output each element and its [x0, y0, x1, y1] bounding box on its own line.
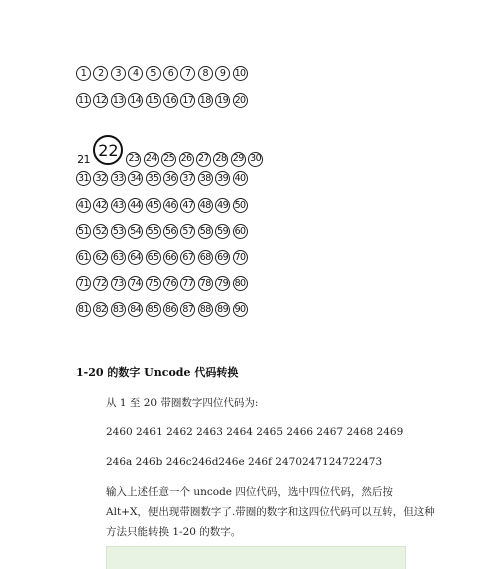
number-row	[76, 250, 250, 265]
circled-number: 18	[198, 93, 213, 108]
circled-number: 50	[233, 198, 248, 213]
number-row	[76, 140, 266, 174]
circled-number: 5	[146, 66, 161, 81]
circled-number: 4	[128, 66, 143, 81]
circled-number: 41	[76, 198, 91, 213]
circled-number: 68	[198, 250, 213, 265]
circled-number: 48	[198, 198, 213, 213]
circled-number: 70	[233, 250, 248, 265]
paragraph-instructions: 输入上述任意一个 uncode 四位代码，选中四位代码，然后按 Alt+X，便出现带圈数字了.带圈的数字和这四位代码可以互转，但这种方法只能转换 1-20 的数字。	[106, 486, 435, 538]
circled-number: 2	[93, 66, 108, 81]
circled-number: 88	[198, 302, 213, 317]
circled-number: 67	[180, 250, 195, 265]
circled-number: 7	[180, 66, 195, 81]
circled-number: 90	[233, 302, 248, 317]
circled-number: 46	[163, 198, 178, 213]
number-row	[76, 198, 250, 213]
circled-number: 59	[215, 224, 230, 239]
circled-number: 83	[111, 302, 126, 317]
circled-number: 45	[146, 198, 161, 213]
circled-number: 12	[93, 93, 108, 108]
number-row	[76, 171, 250, 186]
section-heading: 1-20 的数字 Uncode 代码转换	[76, 366, 239, 379]
circled-number: 31	[76, 171, 91, 186]
paragraph-intro: 从 1 至 20 带圈数字四位代码为:	[106, 397, 259, 409]
circled-number: 77	[180, 276, 195, 291]
circled-number: 23	[126, 152, 141, 167]
circled-number: 36	[163, 171, 178, 186]
circled-number: 78	[198, 276, 213, 291]
circled-number: 61	[76, 250, 91, 265]
circled-number: 49	[215, 198, 230, 213]
circled-number: 84	[128, 302, 143, 317]
circled-number: 60	[233, 224, 248, 239]
circled-number: 14	[128, 93, 143, 108]
circled-number: 79	[215, 276, 230, 291]
circled-number: 66	[163, 250, 178, 265]
paragraph-codes-2: 246a 246b 246c246d246e 246f 2470247124722473	[106, 456, 383, 468]
circled-number: 51	[76, 224, 91, 239]
circled-number: 34	[128, 171, 143, 186]
circled-number: 80	[233, 276, 248, 291]
number-row	[76, 302, 250, 317]
circled-number: 20	[233, 93, 248, 108]
circled-number: 6	[163, 66, 178, 81]
circled-number: 81	[76, 302, 91, 317]
circled-number: 13	[111, 93, 126, 108]
circled-number: 29	[231, 152, 246, 167]
circled-number: 44	[128, 198, 143, 213]
circled-number: 3	[111, 66, 126, 81]
circled-number: 37	[180, 171, 195, 186]
circled-number: 86	[163, 302, 178, 317]
number-row	[76, 66, 250, 81]
number-row	[76, 276, 250, 291]
circled-number: 55	[146, 224, 161, 239]
circled-number: 64	[128, 250, 143, 265]
number-row	[76, 224, 250, 239]
circled-number: 52	[93, 224, 108, 239]
circled-number: 76	[163, 276, 178, 291]
circled-number: 24	[144, 152, 159, 167]
number-row	[76, 93, 250, 108]
circled-number: 54	[128, 224, 143, 239]
circled-number: 38	[198, 171, 213, 186]
circled-number: 63	[111, 250, 126, 265]
plain-number: 21	[77, 152, 90, 166]
circled-number: 42	[93, 198, 108, 213]
circled-number: 16	[163, 93, 178, 108]
circled-number: 10	[233, 66, 248, 81]
circled-number: 27	[196, 152, 211, 167]
circled-number: 65	[146, 250, 161, 265]
circled-number: 85	[146, 302, 161, 317]
circled-number: 71	[76, 276, 91, 291]
circled-number: 82	[93, 302, 108, 317]
circled-number: 57	[180, 224, 195, 239]
circled-number: 35	[146, 171, 161, 186]
circled-number: 47	[180, 198, 195, 213]
circled-number: 30	[248, 152, 263, 167]
paragraph-codes-1: 2460 2461 2462 2463 2464 2465 2466 2467 2468 2469	[106, 426, 404, 438]
circled-number: 69	[215, 250, 230, 265]
circled-number: 75	[146, 276, 161, 291]
circled-number: 1	[76, 66, 91, 81]
circled-number: 11	[76, 93, 91, 108]
circled-number: 9	[215, 66, 230, 81]
circled-number: 25	[161, 152, 176, 167]
circled-number: 53	[111, 224, 126, 239]
circled-number: 19	[215, 93, 230, 108]
circled-number: 33	[111, 171, 126, 186]
circled-number: 56	[163, 224, 178, 239]
circled-number: 28	[213, 152, 228, 167]
circled-number: 40	[233, 171, 248, 186]
circled-number: 43	[111, 198, 126, 213]
circled-number-large: 22	[93, 135, 123, 165]
circled-number: 72	[93, 276, 108, 291]
circled-number: 17	[180, 93, 195, 108]
circled-number: 62	[93, 250, 108, 265]
circled-number: 58	[198, 224, 213, 239]
circled-number: 89	[215, 302, 230, 317]
circled-number: 73	[111, 276, 126, 291]
circled-number: 8	[198, 66, 213, 81]
circled-number: 26	[179, 152, 194, 167]
circled-number: 74	[128, 276, 143, 291]
circled-number: 32	[93, 171, 108, 186]
circled-number: 15	[146, 93, 161, 108]
circled-number: 87	[180, 302, 195, 317]
circled-number: 39	[215, 171, 230, 186]
